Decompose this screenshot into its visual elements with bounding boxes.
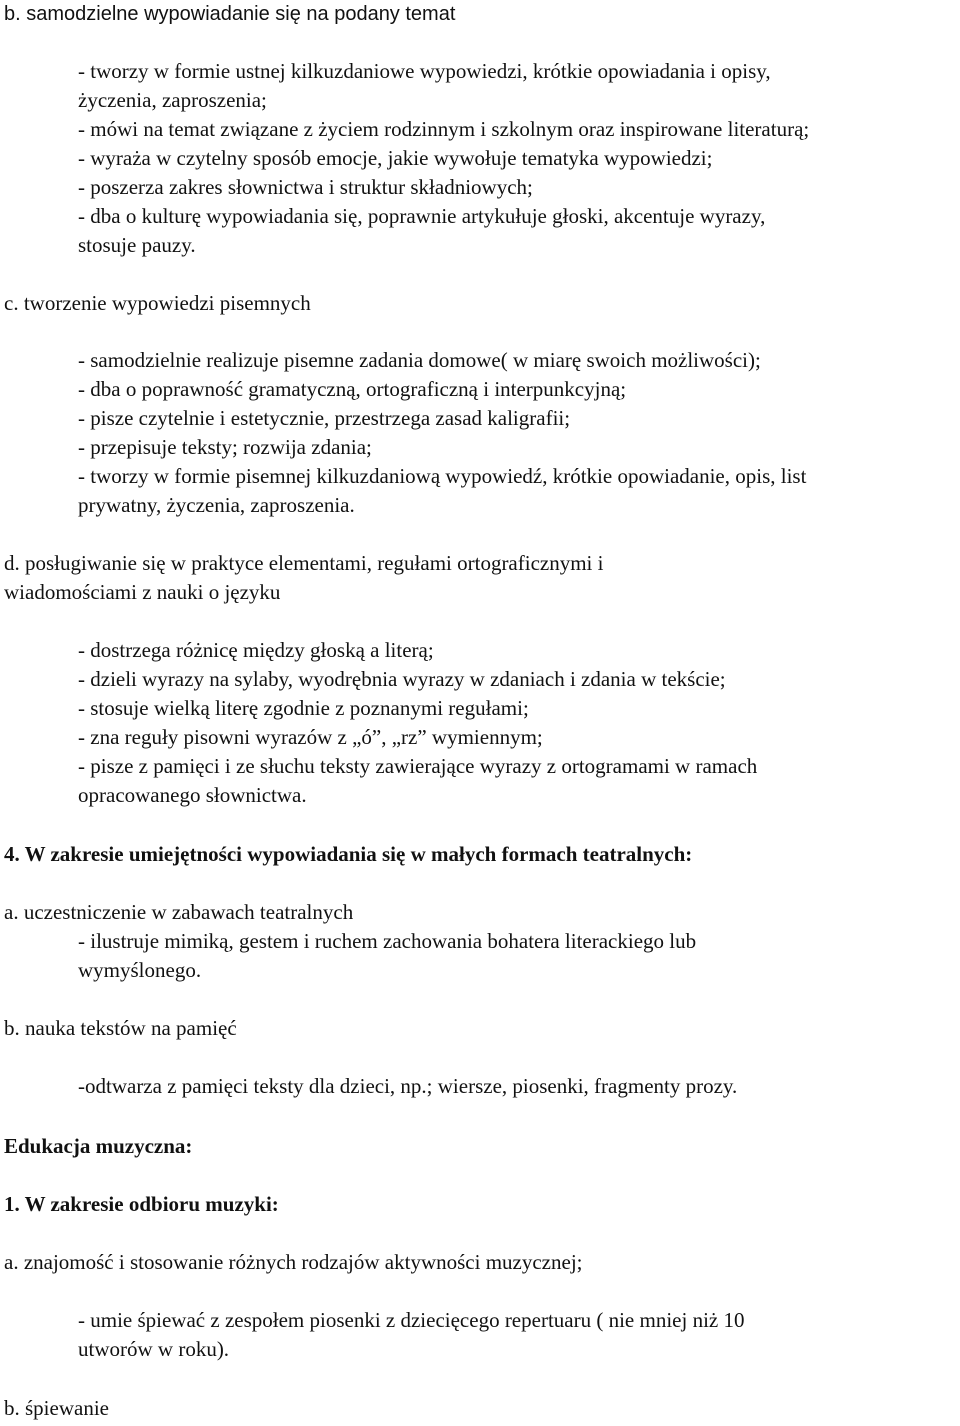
section-4a-heading: a. uczestniczenie w zabawach teatralnych xyxy=(4,900,354,924)
music-education-title: Edukacja muzyczna: xyxy=(4,1134,193,1158)
music-section-1-heading: 1. W zakresie odbioru muzyki: xyxy=(4,1192,279,1216)
section-c-item-2: - dba o poprawność gramatyczną, ortograficzną i interpunkcyjną; xyxy=(78,377,627,401)
music-a-heading: a. znajomość i stosowanie różnych rodzajów aktywności muzycznej; xyxy=(4,1250,583,1274)
section-b-item-1-cont: życzenia, zaproszenia; xyxy=(78,88,267,112)
section-d-item-2: - dzieli wyrazy na sylaby, wyodrębnia wyrazy w zdaniach i zdania w tekście; xyxy=(78,667,726,691)
section-c-item-3: - pisze czytelnie i estetycznie, przestrzega zasad kaligrafii; xyxy=(78,406,571,430)
section-c-item-5: - tworzy w formie pisemnej kilkuzdaniową wypowiedź, krótkie opowiadanie, opis, list xyxy=(78,464,807,488)
section-c-item-5-cont: prywatny, życzenia, zaproszenia. xyxy=(78,493,355,517)
section-4b-item-1: -odtwarza z pamięci teksty dla dzieci, np.; wiersze, piosenki, fragmenty prozy. xyxy=(78,1074,738,1098)
section-4b-heading: b. nauka tekstów na pamięć xyxy=(4,1016,237,1040)
section-b-item-3: - wyraża w czytelny sposób emocje, jakie wywołuje tematyka wypowiedzi; xyxy=(78,146,713,170)
section-b-item-2: - mówi na temat związane z życiem rodzinnym i szkolnym oraz inspirowane literaturą; xyxy=(78,117,810,141)
section-d-item-5: - pisze z pamięci i ze słuchu teksty zawierające wyrazy z ortogramami w ramach xyxy=(78,754,758,778)
section-d-item-1: - dostrzega różnicę między głoską a literą; xyxy=(78,638,434,662)
section-c-item-4: - przepisuje teksty; rozwija zdania; xyxy=(78,435,372,459)
music-b-heading: b. śpiewanie xyxy=(4,1396,109,1420)
section-4a-item-1: - ilustruje mimiką, gestem i ruchem zachowania bohatera literackiego lub xyxy=(78,929,697,953)
music-a-item-1-cont: utworów w roku). xyxy=(78,1337,230,1361)
section-d-item-4: - zna reguły pisowni wyrazów z „ó”, „rz” wymiennym; xyxy=(78,725,543,749)
section-b-item-4: - poszerza zakres słownictwa i struktur składniowych; xyxy=(78,175,533,199)
section-4a-item-1-cont: wymyślonego. xyxy=(78,958,202,982)
section-d-heading: d. posługiwanie się w praktyce elementami, regułami ortograficznymi i xyxy=(4,551,604,575)
section-c-item-1: - samodzielnie realizuje pisemne zadania domowe( w miarę swoich możliwości); xyxy=(78,348,761,372)
section-d-item-5-cont: opracowanego słownictwa. xyxy=(78,783,307,807)
section-4-heading: 4. W zakresie umiejętności wypowiadania się w małych formach teatralnych: xyxy=(4,842,693,866)
section-b-item-1: - tworzy w formie ustnej kilkuzdaniowe wypowiedzi, krótkie opowiadania i opisy, xyxy=(78,59,771,83)
section-b-heading: b. samodzielne wypowiadanie się na podany temat xyxy=(4,3,456,25)
music-a-item-1: - umie śpiewać z zespołem piosenki z dziecięcego repertuaru ( nie mniej niż 10 xyxy=(78,1308,745,1332)
section-d-item-3: - stosuje wielką literę zgodnie z poznanymi regułami; xyxy=(78,696,529,720)
section-b-item-5-cont: stosuje pauzy. xyxy=(78,233,196,257)
section-d-heading-cont: wiadomościami z nauki o języku xyxy=(4,580,281,604)
section-c-heading: c. tworzenie wypowiedzi pisemnych xyxy=(4,291,311,315)
section-b-item-5: - dba o kulturę wypowiadania się, poprawnie artykułuje głoski, akcentuje wyrazy, xyxy=(78,204,766,228)
